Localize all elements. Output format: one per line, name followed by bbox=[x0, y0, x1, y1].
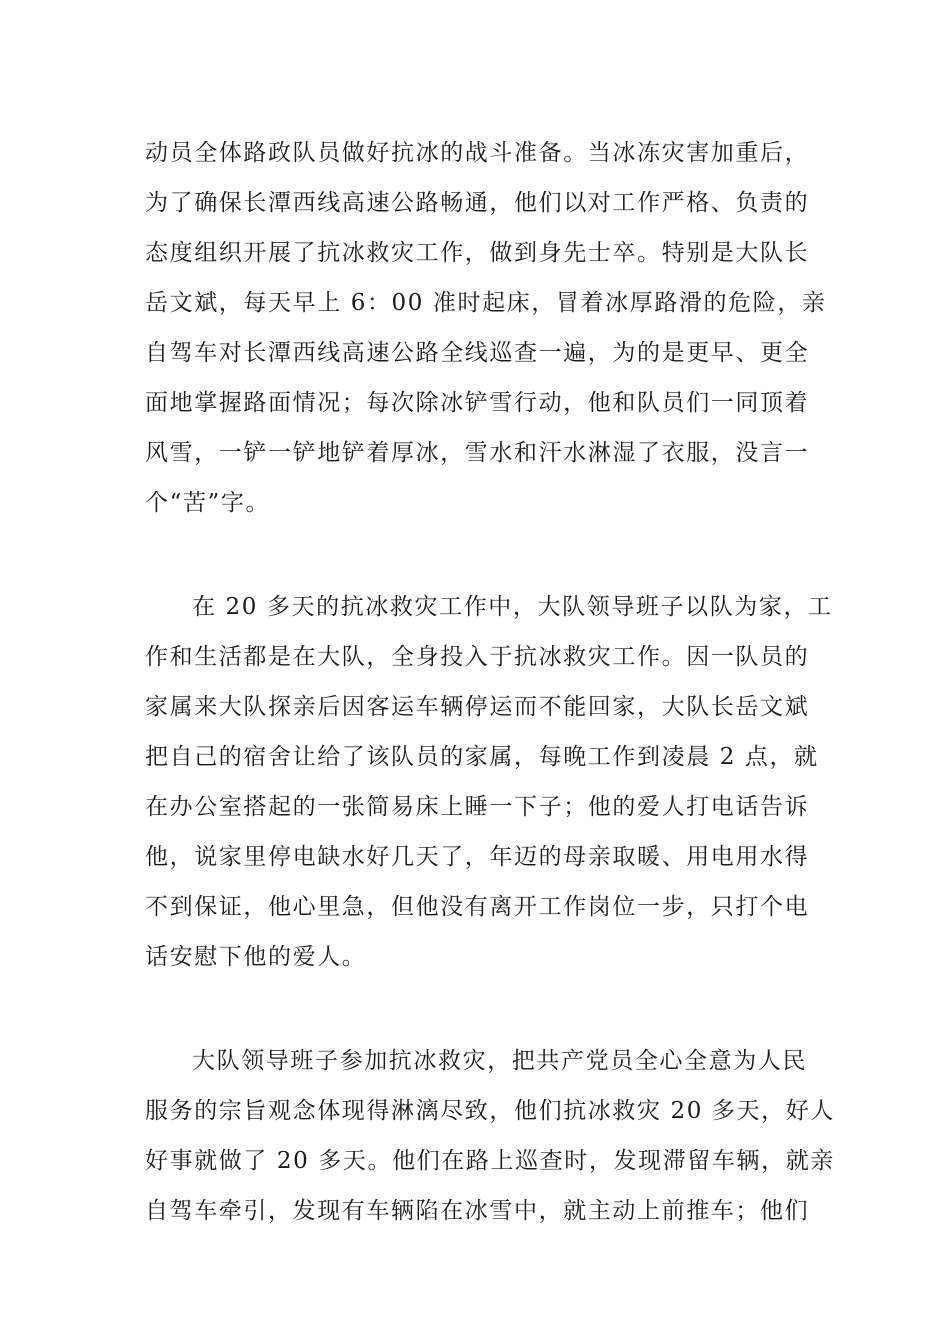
paragraph-1 bbox=[145, 128, 827, 528]
document-body bbox=[145, 128, 835, 1236]
paragraph-line: 态度组织开展了抗冰救灾工作，做到身先士卒。特别是大队长 bbox=[145, 240, 810, 266]
paragraph-line: 服务的宗旨观念体现得淋漓尽致，他们抗冰救灾 20 多天，好人 bbox=[145, 1098, 835, 1124]
paragraph-line: 话安慰下他的爱人。 bbox=[145, 944, 367, 970]
paragraph-spacer bbox=[145, 528, 807, 582]
paragraph-line: 为了确保长潭西线高速公路畅通，他们以对工作严格、负责的 bbox=[145, 190, 810, 216]
paragraph-2 bbox=[145, 582, 833, 982]
paragraph-line: 自驾车对长潭西线高速公路全线巡查一遍，为的是更早、更全 bbox=[145, 340, 810, 366]
paragraph-line: 不到保证，他心里急，但他没有离开工作岗位一步，只打个电 bbox=[145, 894, 810, 920]
paragraph-line: 大队领导班子参加抗冰救灾，把共产党员全心全意为人民 bbox=[192, 1048, 807, 1074]
paragraph-3 bbox=[145, 1036, 835, 1236]
paragraph-spacer bbox=[145, 982, 807, 1036]
paragraph-line: 在办公室搭起的一张简易床上睡一下子；他的爱人打电话告诉 bbox=[145, 794, 810, 820]
paragraph-line: 家属来大队探亲后因客运车辆停运而不能回家，大队长岳文斌 bbox=[145, 694, 810, 720]
paragraph-line: 在 20 多天的抗冰救灾工作中，大队领导班子以队为家，工 bbox=[192, 594, 833, 620]
paragraph-line: 自驾车牵引，发现有车辆陷在冰雪中，就主动上前推车；他们 bbox=[145, 1198, 810, 1224]
paragraph-line: 作和生活都是在大队，全身投入于抗冰救灾工作。因一队员的 bbox=[145, 644, 810, 670]
paragraph-line: 个“苦”字。 bbox=[145, 490, 271, 516]
paragraph-line: 他，说家里停电缺水好几天了，年迈的母亲取暖、用电用水得 bbox=[145, 844, 810, 870]
paragraph-line: 岳文斌，每天早上 6：00 准时起床，冒着冰厚路滑的危险，亲 bbox=[145, 290, 827, 316]
paragraph-line: 动员全体路政队员做好抗冰的战斗准备。当冰冻灾害加重后， bbox=[145, 140, 810, 166]
paragraph-line: 面地掌握路面情况；每次除冰铲雪行动，他和队员们一同顶着 bbox=[145, 390, 810, 416]
paragraph-line: 风雪，一铲一铲地铲着厚冰，雪水和汗水淋湿了衣服，没言一 bbox=[145, 440, 810, 466]
paragraph-line: 好事就做了 20 多天。他们在路上巡查时，发现滞留车辆，就亲 bbox=[145, 1148, 835, 1174]
paragraph-line: 把自己的宿舍让给了该队员的家属，每晚工作到凌晨 2 点，就 bbox=[145, 744, 819, 770]
